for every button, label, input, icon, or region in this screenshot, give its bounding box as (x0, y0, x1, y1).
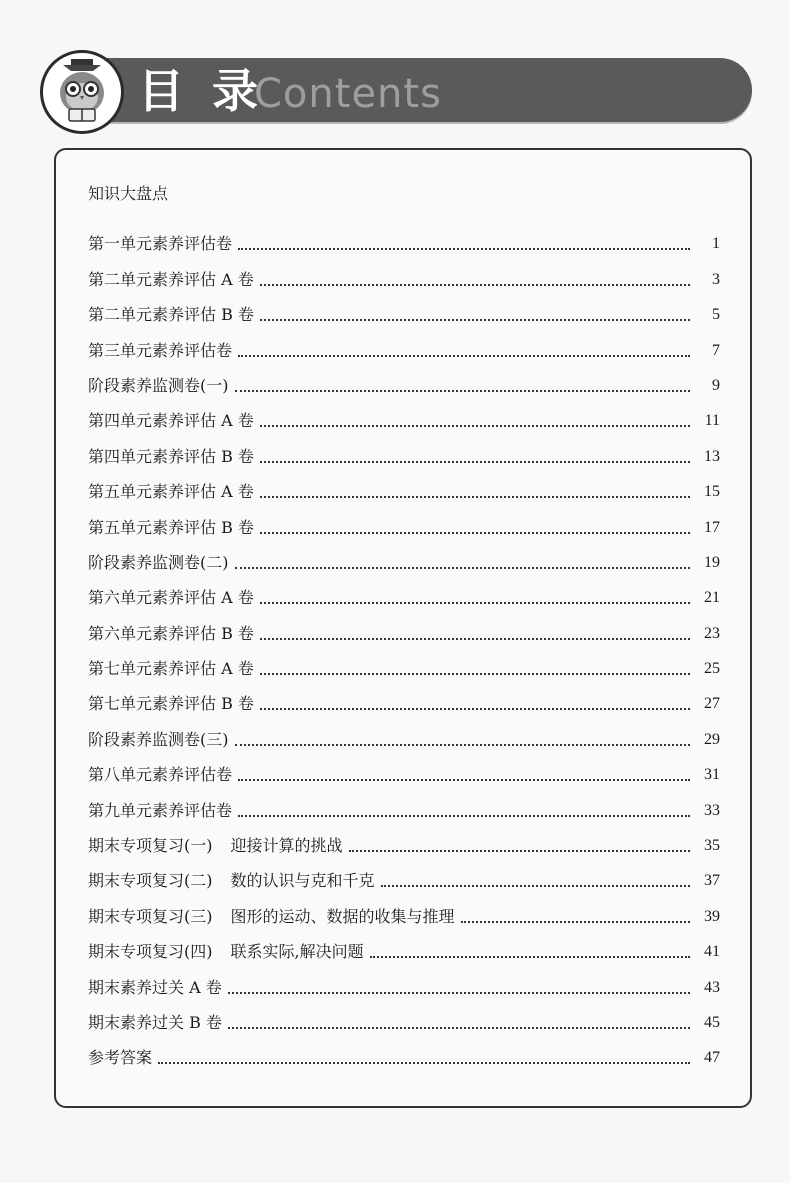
toc-entry-title: 参考答案 (88, 1048, 153, 1068)
page-title: 目 录 (138, 64, 265, 118)
toc-entry-title: 第三单元素养评估卷 (88, 340, 233, 360)
toc-entry[interactable] (88, 255, 720, 290)
toc-entry[interactable] (88, 574, 720, 609)
toc-page-number: 5 (712, 306, 720, 324)
toc-entry[interactable] (88, 715, 720, 750)
toc-page-number: 3 (712, 270, 720, 288)
toc-page-number: 11 (704, 412, 720, 430)
toc-entry[interactable] (88, 963, 720, 998)
toc-entry[interactable] (88, 999, 720, 1034)
dot-leader (260, 672, 690, 675)
toc-entry[interactable] (88, 362, 720, 397)
toc-entry[interactable] (88, 786, 720, 821)
toc-entry-title: 期末专项复习(三) 图形的运动、数据的收集与推理 (88, 906, 455, 926)
toc-entry-title: 第八单元素养评估卷 (88, 765, 233, 785)
toc-entry[interactable] (88, 468, 720, 503)
page-title-english: Contents (254, 71, 442, 117)
table-of-contents (88, 220, 720, 1069)
toc-entry-title: 第六单元素养评估 A 卷 (88, 588, 254, 608)
toc-entry-title: 第二单元素养评估 A 卷 (88, 269, 254, 289)
dot-leader (260, 460, 690, 463)
toc-page-number: 47 (704, 1049, 720, 1067)
dot-leader (461, 920, 690, 923)
dot-leader (238, 778, 690, 781)
dot-leader (235, 389, 691, 392)
dot-leader (260, 601, 690, 604)
toc-entry-title: 期末专项复习(二) 数的认识与克和千克 (88, 871, 375, 891)
toc-entry[interactable] (88, 892, 720, 927)
toc-entry[interactable] (88, 220, 720, 255)
dot-leader (238, 354, 690, 357)
toc-page-number: 33 (704, 801, 720, 819)
toc-page-number: 21 (704, 589, 720, 607)
owl-mascot-icon (49, 57, 115, 129)
toc-entry-subtitle: 迎接计算的挑战 (230, 836, 343, 856)
toc-entry[interactable] (88, 822, 720, 857)
dot-leader (238, 814, 690, 817)
toc-entry-title: 第四单元素养评估 B 卷 (88, 446, 254, 466)
toc-entry-title: 阶段素养监测卷(一) (88, 375, 229, 395)
toc-entry-title: 第二单元素养评估 B 卷 (88, 305, 254, 325)
dot-leader (381, 884, 690, 887)
toc-page-number: 15 (704, 483, 720, 501)
toc-entry-title: 第一单元素养评估卷 (88, 234, 233, 254)
mascot-logo (40, 50, 124, 134)
toc-entry-title: 期末素养过关 B 卷 (88, 1012, 222, 1032)
toc-page-number: 29 (704, 730, 720, 748)
toc-entry-title: 期末专项复习(一) 迎接计算的挑战 (88, 836, 343, 856)
dot-leader (260, 495, 690, 498)
toc-page-number: 19 (704, 553, 720, 571)
toc-entry-title: 第九单元素养评估卷 (88, 800, 233, 820)
toc-page-number: 27 (704, 695, 720, 713)
toc-entry[interactable] (88, 503, 720, 538)
dot-leader (260, 707, 690, 710)
dot-leader (370, 955, 690, 958)
toc-page-number: 43 (704, 978, 720, 996)
toc-entry[interactable] (88, 326, 720, 361)
toc-entry[interactable] (88, 645, 720, 680)
toc-page-number: 7 (712, 341, 720, 359)
toc-page-number: 25 (704, 660, 720, 678)
toc-entry-title: 阶段素养监测卷(二) (88, 552, 229, 572)
dot-leader (260, 424, 690, 427)
dot-leader (260, 318, 690, 321)
dot-leader (235, 566, 691, 569)
dot-leader (260, 637, 690, 640)
toc-page-number: 39 (704, 907, 720, 925)
toc-page-number: 23 (704, 624, 720, 642)
toc-entry[interactable] (88, 539, 720, 574)
toc-entry-title: 期末专项复习(四) 联系实际,解决问题 (88, 942, 364, 962)
section-title: 知识大盘点 (88, 184, 169, 203)
toc-entry-subtitle: 图形的运动、数据的收集与推理 (230, 906, 455, 926)
toc-entry-title: 第六单元素养评估 B 卷 (88, 623, 254, 643)
dot-leader (228, 1026, 690, 1029)
toc-page-number: 13 (704, 447, 720, 465)
toc-page-number: 37 (704, 872, 720, 890)
toc-entry-title: 第五单元素养评估 B 卷 (88, 517, 254, 537)
toc-entry[interactable] (88, 291, 720, 326)
toc-page-number: 35 (704, 837, 720, 855)
toc-entry[interactable] (88, 857, 720, 892)
toc-page-number: 45 (704, 1013, 720, 1031)
toc-entry-subtitle: 数的认识与克和千克 (230, 871, 375, 891)
toc-page-number: 9 (712, 376, 720, 394)
toc-entry[interactable] (88, 397, 720, 432)
toc-page-number: 1 (712, 235, 720, 253)
toc-entry-subtitle: 联系实际,解决问题 (230, 942, 364, 962)
dot-leader (260, 531, 690, 534)
toc-entry[interactable] (88, 1034, 720, 1069)
toc-page-number: 17 (704, 518, 720, 536)
toc-entry-title: 期末素养过关 A 卷 (88, 977, 222, 997)
dot-leader (228, 991, 690, 994)
toc-entry-title: 第四单元素养评估 A 卷 (88, 411, 254, 431)
toc-entry[interactable] (88, 928, 720, 963)
toc-entry-title: 第七单元素养评估 B 卷 (88, 694, 254, 714)
dot-leader (260, 283, 690, 286)
toc-entry[interactable] (88, 432, 720, 467)
toc-entry-title: 阶段素养监测卷(三) (88, 729, 229, 749)
toc-entry[interactable] (88, 751, 720, 786)
dot-leader (158, 1061, 690, 1064)
dot-leader (235, 743, 691, 746)
toc-page-number: 41 (704, 943, 720, 961)
toc-entry[interactable] (88, 609, 720, 644)
dot-leader (238, 247, 690, 250)
dot-leader (349, 849, 690, 852)
toc-page-number: 31 (704, 766, 720, 784)
toc-entry-title: 第七单元素养评估 A 卷 (88, 659, 254, 679)
toc-entry-title: 第五单元素养评估 A 卷 (88, 482, 254, 502)
toc-entry[interactable] (88, 680, 720, 715)
